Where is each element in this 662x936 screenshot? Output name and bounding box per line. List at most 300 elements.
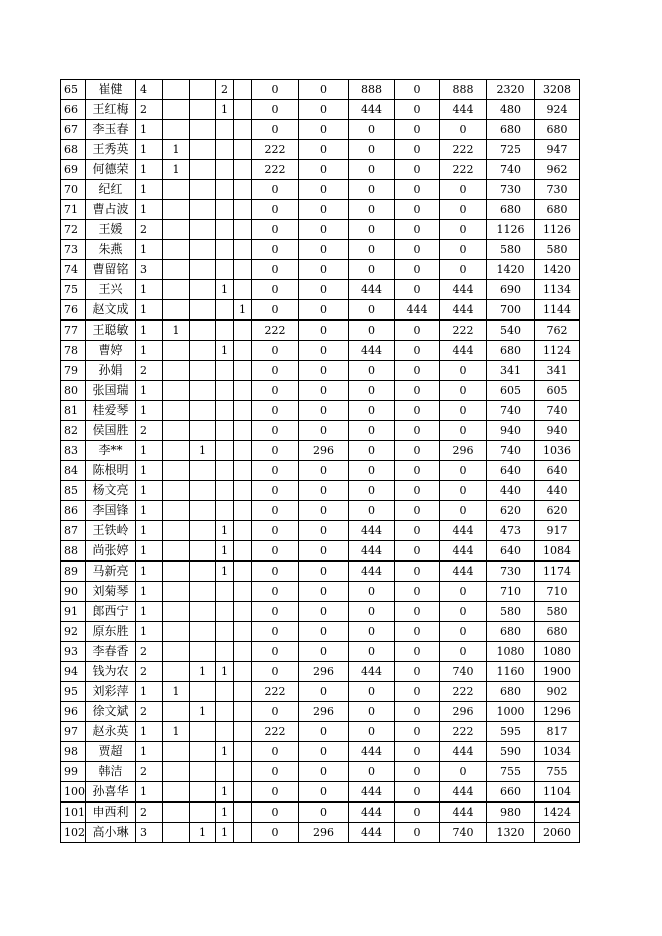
count-cell: 1 (136, 160, 163, 180)
base-cell: 660 (487, 782, 535, 803)
count-cell: 1 (136, 320, 163, 341)
base-cell: 2320 (487, 80, 535, 100)
col-c-cell (216, 180, 234, 200)
col-d-cell (234, 602, 252, 622)
count-cell: 1 (136, 120, 163, 140)
col-a-cell (163, 782, 190, 803)
col-d-cell (234, 582, 252, 602)
table-row (61, 702, 580, 722)
amount-b-cell: 0 (299, 762, 349, 782)
base-cell: 473 (487, 521, 535, 541)
col-b-cell (190, 481, 216, 501)
col-b-cell (190, 381, 216, 401)
col-b-cell: 1 (190, 702, 216, 722)
amount-b-cell: 0 (299, 300, 349, 321)
amount-a-cell: 0 (252, 240, 299, 260)
amount-a-cell: 0 (252, 622, 299, 642)
col-c-cell (216, 421, 234, 441)
amount-d-cell: 0 (395, 541, 440, 562)
col-c-cell (216, 702, 234, 722)
total-cell: 680 (535, 120, 580, 140)
col-a-cell (163, 602, 190, 622)
count-cell: 2 (136, 642, 163, 662)
col-b-cell (190, 140, 216, 160)
amount-c-cell: 444 (349, 782, 395, 803)
count-cell: 1 (136, 742, 163, 762)
amount-c-cell: 0 (349, 160, 395, 180)
col-d-cell (234, 160, 252, 180)
subtotal-cell: 0 (440, 120, 487, 140)
col-a-cell (163, 341, 190, 361)
base-cell: 440 (487, 481, 535, 501)
subtotal-cell: 0 (440, 461, 487, 481)
count-cell: 1 (136, 561, 163, 582)
col-d-cell (234, 240, 252, 260)
total-cell: 1124 (535, 341, 580, 361)
total-cell: 1036 (535, 441, 580, 461)
col-c-cell: 1 (216, 341, 234, 361)
row-number-cell: 66 (61, 100, 86, 120)
amount-a-cell: 0 (252, 602, 299, 622)
subtotal-cell: 444 (440, 782, 487, 803)
amount-d-cell: 0 (395, 140, 440, 160)
col-a-cell: 1 (163, 160, 190, 180)
amount-d-cell: 0 (395, 240, 440, 260)
amount-d-cell: 0 (395, 762, 440, 782)
row-number-cell: 93 (61, 642, 86, 662)
amount-d-cell: 0 (395, 582, 440, 602)
table-row (61, 642, 580, 662)
col-d-cell (234, 762, 252, 782)
amount-c-cell: 0 (349, 722, 395, 742)
total-cell: 1296 (535, 702, 580, 722)
amount-a-cell: 222 (252, 682, 299, 702)
col-d-cell (234, 280, 252, 300)
total-cell: 1144 (535, 300, 580, 321)
base-cell: 725 (487, 140, 535, 160)
total-cell: 755 (535, 762, 580, 782)
col-d-cell (234, 341, 252, 361)
total-cell: 620 (535, 501, 580, 521)
amount-a-cell: 0 (252, 762, 299, 782)
col-c-cell (216, 260, 234, 280)
name-cell: 何德荣 (86, 160, 136, 180)
name-cell: 徐文斌 (86, 702, 136, 722)
subtotal-cell: 0 (440, 240, 487, 260)
total-cell: 1080 (535, 642, 580, 662)
col-d-cell (234, 802, 252, 823)
amount-d-cell: 0 (395, 561, 440, 582)
total-cell: 680 (535, 200, 580, 220)
subtotal-cell: 0 (440, 200, 487, 220)
row-number-cell: 83 (61, 441, 86, 461)
row-number-cell: 87 (61, 521, 86, 541)
col-d-cell (234, 381, 252, 401)
base-cell: 740 (487, 160, 535, 180)
col-b-cell (190, 682, 216, 702)
amount-b-cell: 0 (299, 541, 349, 562)
col-b-cell (190, 421, 216, 441)
amount-a-cell: 0 (252, 461, 299, 481)
amount-a-cell: 0 (252, 341, 299, 361)
amount-b-cell: 0 (299, 240, 349, 260)
col-d-cell (234, 722, 252, 742)
base-cell: 680 (487, 120, 535, 140)
name-cell: 贾超 (86, 742, 136, 762)
subtotal-cell: 444 (440, 742, 487, 762)
row-number-cell: 89 (61, 561, 86, 582)
amount-c-cell: 444 (349, 742, 395, 762)
total-cell: 1424 (535, 802, 580, 823)
col-b-cell (190, 622, 216, 642)
total-cell: 947 (535, 140, 580, 160)
name-cell: 崔健 (86, 80, 136, 100)
base-cell: 1420 (487, 260, 535, 280)
amount-d-cell: 0 (395, 481, 440, 501)
col-c-cell (216, 361, 234, 381)
amount-a-cell: 0 (252, 782, 299, 803)
amount-d-cell: 0 (395, 662, 440, 682)
col-d-cell (234, 521, 252, 541)
total-cell: 1420 (535, 260, 580, 280)
col-d-cell (234, 541, 252, 562)
amount-d-cell: 0 (395, 160, 440, 180)
name-cell: 曹占波 (86, 200, 136, 220)
subtotal-cell: 296 (440, 702, 487, 722)
subtotal-cell: 296 (440, 441, 487, 461)
col-b-cell (190, 541, 216, 562)
col-c-cell (216, 441, 234, 461)
subtotal-cell: 0 (440, 642, 487, 662)
amount-c-cell: 444 (349, 802, 395, 823)
col-c-cell (216, 602, 234, 622)
total-cell: 917 (535, 521, 580, 541)
name-cell: 王聪敏 (86, 320, 136, 341)
amount-d-cell: 0 (395, 200, 440, 220)
col-c-cell: 1 (216, 782, 234, 803)
amount-b-cell: 0 (299, 381, 349, 401)
col-b-cell (190, 782, 216, 803)
amount-c-cell: 444 (349, 521, 395, 541)
name-cell: 钱为农 (86, 662, 136, 682)
row-number-cell: 67 (61, 120, 86, 140)
col-d-cell (234, 320, 252, 341)
name-cell: 申西利 (86, 802, 136, 823)
col-c-cell: 1 (216, 541, 234, 562)
col-a-cell (163, 561, 190, 582)
base-cell: 740 (487, 441, 535, 461)
amount-a-cell: 0 (252, 521, 299, 541)
count-cell: 2 (136, 702, 163, 722)
col-a-cell (163, 381, 190, 401)
col-a-cell (163, 823, 190, 843)
name-cell: 曹留铭 (86, 260, 136, 280)
amount-b-cell: 296 (299, 441, 349, 461)
col-c-cell: 1 (216, 561, 234, 582)
amount-c-cell: 0 (349, 200, 395, 220)
col-a-cell (163, 421, 190, 441)
col-d-cell (234, 622, 252, 642)
base-cell: 710 (487, 582, 535, 602)
amount-b-cell: 296 (299, 662, 349, 682)
name-cell: 纪红 (86, 180, 136, 200)
amount-b-cell: 0 (299, 180, 349, 200)
col-a-cell (163, 702, 190, 722)
amount-d-cell: 0 (395, 361, 440, 381)
amount-a-cell: 0 (252, 582, 299, 602)
col-a-cell (163, 100, 190, 120)
name-cell: 孙喜华 (86, 782, 136, 803)
amount-a-cell: 0 (252, 180, 299, 200)
amount-b-cell: 0 (299, 341, 349, 361)
subtotal-cell: 0 (440, 501, 487, 521)
subtotal-cell: 444 (440, 300, 487, 321)
amount-c-cell: 0 (349, 582, 395, 602)
row-number-cell: 82 (61, 421, 86, 441)
row-number-cell: 86 (61, 501, 86, 521)
count-cell: 1 (136, 140, 163, 160)
amount-a-cell: 0 (252, 200, 299, 220)
amount-a-cell: 0 (252, 702, 299, 722)
amount-d-cell: 0 (395, 823, 440, 843)
amount-d-cell: 0 (395, 100, 440, 120)
amount-b-cell: 0 (299, 561, 349, 582)
subtotal-cell: 0 (440, 381, 487, 401)
total-cell: 962 (535, 160, 580, 180)
subtotal-cell: 0 (440, 762, 487, 782)
total-cell: 1900 (535, 662, 580, 682)
base-cell: 595 (487, 722, 535, 742)
row-number-cell: 101 (61, 802, 86, 823)
name-cell: 郎西宁 (86, 602, 136, 622)
amount-d-cell: 0 (395, 401, 440, 421)
count-cell: 3 (136, 260, 163, 280)
table-row (61, 622, 580, 642)
amount-c-cell: 0 (349, 762, 395, 782)
total-cell: 924 (535, 100, 580, 120)
amount-b-cell: 0 (299, 200, 349, 220)
col-d-cell (234, 642, 252, 662)
amount-a-cell: 0 (252, 260, 299, 280)
name-cell: 刘菊琴 (86, 582, 136, 602)
name-cell: 陈根明 (86, 461, 136, 481)
total-cell: 580 (535, 240, 580, 260)
col-c-cell (216, 461, 234, 481)
row-number-cell: 78 (61, 341, 86, 361)
count-cell: 1 (136, 782, 163, 803)
count-cell: 1 (136, 341, 163, 361)
count-cell: 1 (136, 622, 163, 642)
row-number-cell: 88 (61, 541, 86, 562)
count-cell: 1 (136, 501, 163, 521)
amount-a-cell: 0 (252, 541, 299, 562)
col-a-cell (163, 220, 190, 240)
total-cell: 1134 (535, 280, 580, 300)
count-cell: 1 (136, 300, 163, 321)
table-row (61, 782, 580, 803)
amount-b-cell: 0 (299, 220, 349, 240)
amount-d-cell: 0 (395, 521, 440, 541)
total-cell: 1104 (535, 782, 580, 803)
subtotal-cell: 222 (440, 320, 487, 341)
col-c-cell (216, 582, 234, 602)
count-cell: 1 (136, 461, 163, 481)
base-cell: 620 (487, 501, 535, 521)
amount-a-cell: 222 (252, 160, 299, 180)
amount-b-cell: 0 (299, 582, 349, 602)
subtotal-cell: 222 (440, 682, 487, 702)
base-cell: 540 (487, 320, 535, 341)
col-d-cell (234, 702, 252, 722)
total-cell: 580 (535, 602, 580, 622)
amount-b-cell: 0 (299, 481, 349, 501)
subtotal-cell: 888 (440, 80, 487, 100)
amount-a-cell: 0 (252, 501, 299, 521)
col-a-cell (163, 120, 190, 140)
amount-c-cell: 0 (349, 361, 395, 381)
total-cell: 341 (535, 361, 580, 381)
total-cell: 1174 (535, 561, 580, 582)
table-row (61, 160, 580, 180)
col-a-cell (163, 401, 190, 421)
col-d-cell (234, 401, 252, 421)
name-cell: 赵永英 (86, 722, 136, 742)
col-a-cell (163, 461, 190, 481)
table-row (61, 361, 580, 381)
total-cell: 3208 (535, 80, 580, 100)
subtotal-cell: 0 (440, 220, 487, 240)
base-cell: 755 (487, 762, 535, 782)
amount-a-cell: 0 (252, 802, 299, 823)
amount-d-cell: 0 (395, 421, 440, 441)
table-row (61, 602, 580, 622)
base-cell: 740 (487, 401, 535, 421)
count-cell: 1 (136, 582, 163, 602)
col-d-cell (234, 421, 252, 441)
count-cell: 1 (136, 240, 163, 260)
name-cell: 王秀英 (86, 140, 136, 160)
total-cell: 1084 (535, 541, 580, 562)
row-number-cell: 79 (61, 361, 86, 381)
base-cell: 730 (487, 561, 535, 582)
base-cell: 680 (487, 682, 535, 702)
amount-b-cell: 0 (299, 80, 349, 100)
row-number-cell: 71 (61, 200, 86, 220)
col-a-cell: 1 (163, 320, 190, 341)
col-a-cell (163, 80, 190, 100)
amount-c-cell: 0 (349, 320, 395, 341)
col-d-cell (234, 180, 252, 200)
base-cell: 480 (487, 100, 535, 120)
name-cell: 杨文亮 (86, 481, 136, 501)
col-b-cell: 1 (190, 823, 216, 843)
base-cell: 1000 (487, 702, 535, 722)
row-number-cell: 94 (61, 662, 86, 682)
table-row (61, 381, 580, 401)
table-row (61, 421, 580, 441)
amount-b-cell: 296 (299, 702, 349, 722)
col-c-cell (216, 622, 234, 642)
amount-c-cell: 444 (349, 662, 395, 682)
name-cell: 李国锋 (86, 501, 136, 521)
amount-c-cell: 0 (349, 642, 395, 662)
amount-b-cell: 0 (299, 421, 349, 441)
base-cell: 690 (487, 280, 535, 300)
col-a-cell (163, 441, 190, 461)
col-b-cell (190, 200, 216, 220)
subtotal-cell: 222 (440, 722, 487, 742)
amount-a-cell: 222 (252, 140, 299, 160)
amount-b-cell: 0 (299, 401, 349, 421)
col-c-cell (216, 240, 234, 260)
col-b-cell (190, 602, 216, 622)
count-cell: 1 (136, 541, 163, 562)
subtotal-cell: 0 (440, 481, 487, 501)
count-cell: 1 (136, 401, 163, 421)
amount-c-cell: 0 (349, 381, 395, 401)
col-d-cell (234, 682, 252, 702)
amount-c-cell: 0 (349, 120, 395, 140)
col-a-cell (163, 361, 190, 381)
count-cell: 2 (136, 421, 163, 441)
amount-d-cell: 0 (395, 341, 440, 361)
row-number-cell: 68 (61, 140, 86, 160)
col-a-cell (163, 481, 190, 501)
amount-a-cell: 0 (252, 662, 299, 682)
amount-a-cell: 0 (252, 220, 299, 240)
col-d-cell (234, 200, 252, 220)
col-b-cell (190, 320, 216, 341)
col-a-cell (163, 200, 190, 220)
table-row (61, 461, 580, 481)
table-row (61, 501, 580, 521)
col-a-cell: 1 (163, 682, 190, 702)
col-a-cell (163, 180, 190, 200)
base-cell: 680 (487, 200, 535, 220)
amount-a-cell: 0 (252, 441, 299, 461)
count-cell: 4 (136, 80, 163, 100)
name-cell: 原东胜 (86, 622, 136, 642)
amount-d-cell: 0 (395, 602, 440, 622)
count-cell: 1 (136, 200, 163, 220)
count-cell: 1 (136, 280, 163, 300)
col-c-cell: 1 (216, 280, 234, 300)
amount-d-cell: 0 (395, 702, 440, 722)
amount-b-cell: 0 (299, 320, 349, 341)
col-d-cell (234, 561, 252, 582)
col-c-cell (216, 220, 234, 240)
amount-a-cell: 222 (252, 722, 299, 742)
table-row (61, 280, 580, 300)
count-cell: 1 (136, 602, 163, 622)
subtotal-cell: 444 (440, 802, 487, 823)
row-number-cell: 90 (61, 582, 86, 602)
amount-c-cell: 0 (349, 421, 395, 441)
table-row (61, 200, 580, 220)
table-row (61, 582, 580, 602)
amount-c-cell: 444 (349, 561, 395, 582)
col-a-cell (163, 280, 190, 300)
amount-d-cell: 0 (395, 782, 440, 803)
col-d-cell (234, 501, 252, 521)
total-cell: 605 (535, 381, 580, 401)
col-d-cell (234, 782, 252, 803)
table-row (61, 682, 580, 702)
total-cell: 817 (535, 722, 580, 742)
col-c-cell (216, 722, 234, 742)
amount-c-cell: 0 (349, 180, 395, 200)
table-row (61, 561, 580, 582)
